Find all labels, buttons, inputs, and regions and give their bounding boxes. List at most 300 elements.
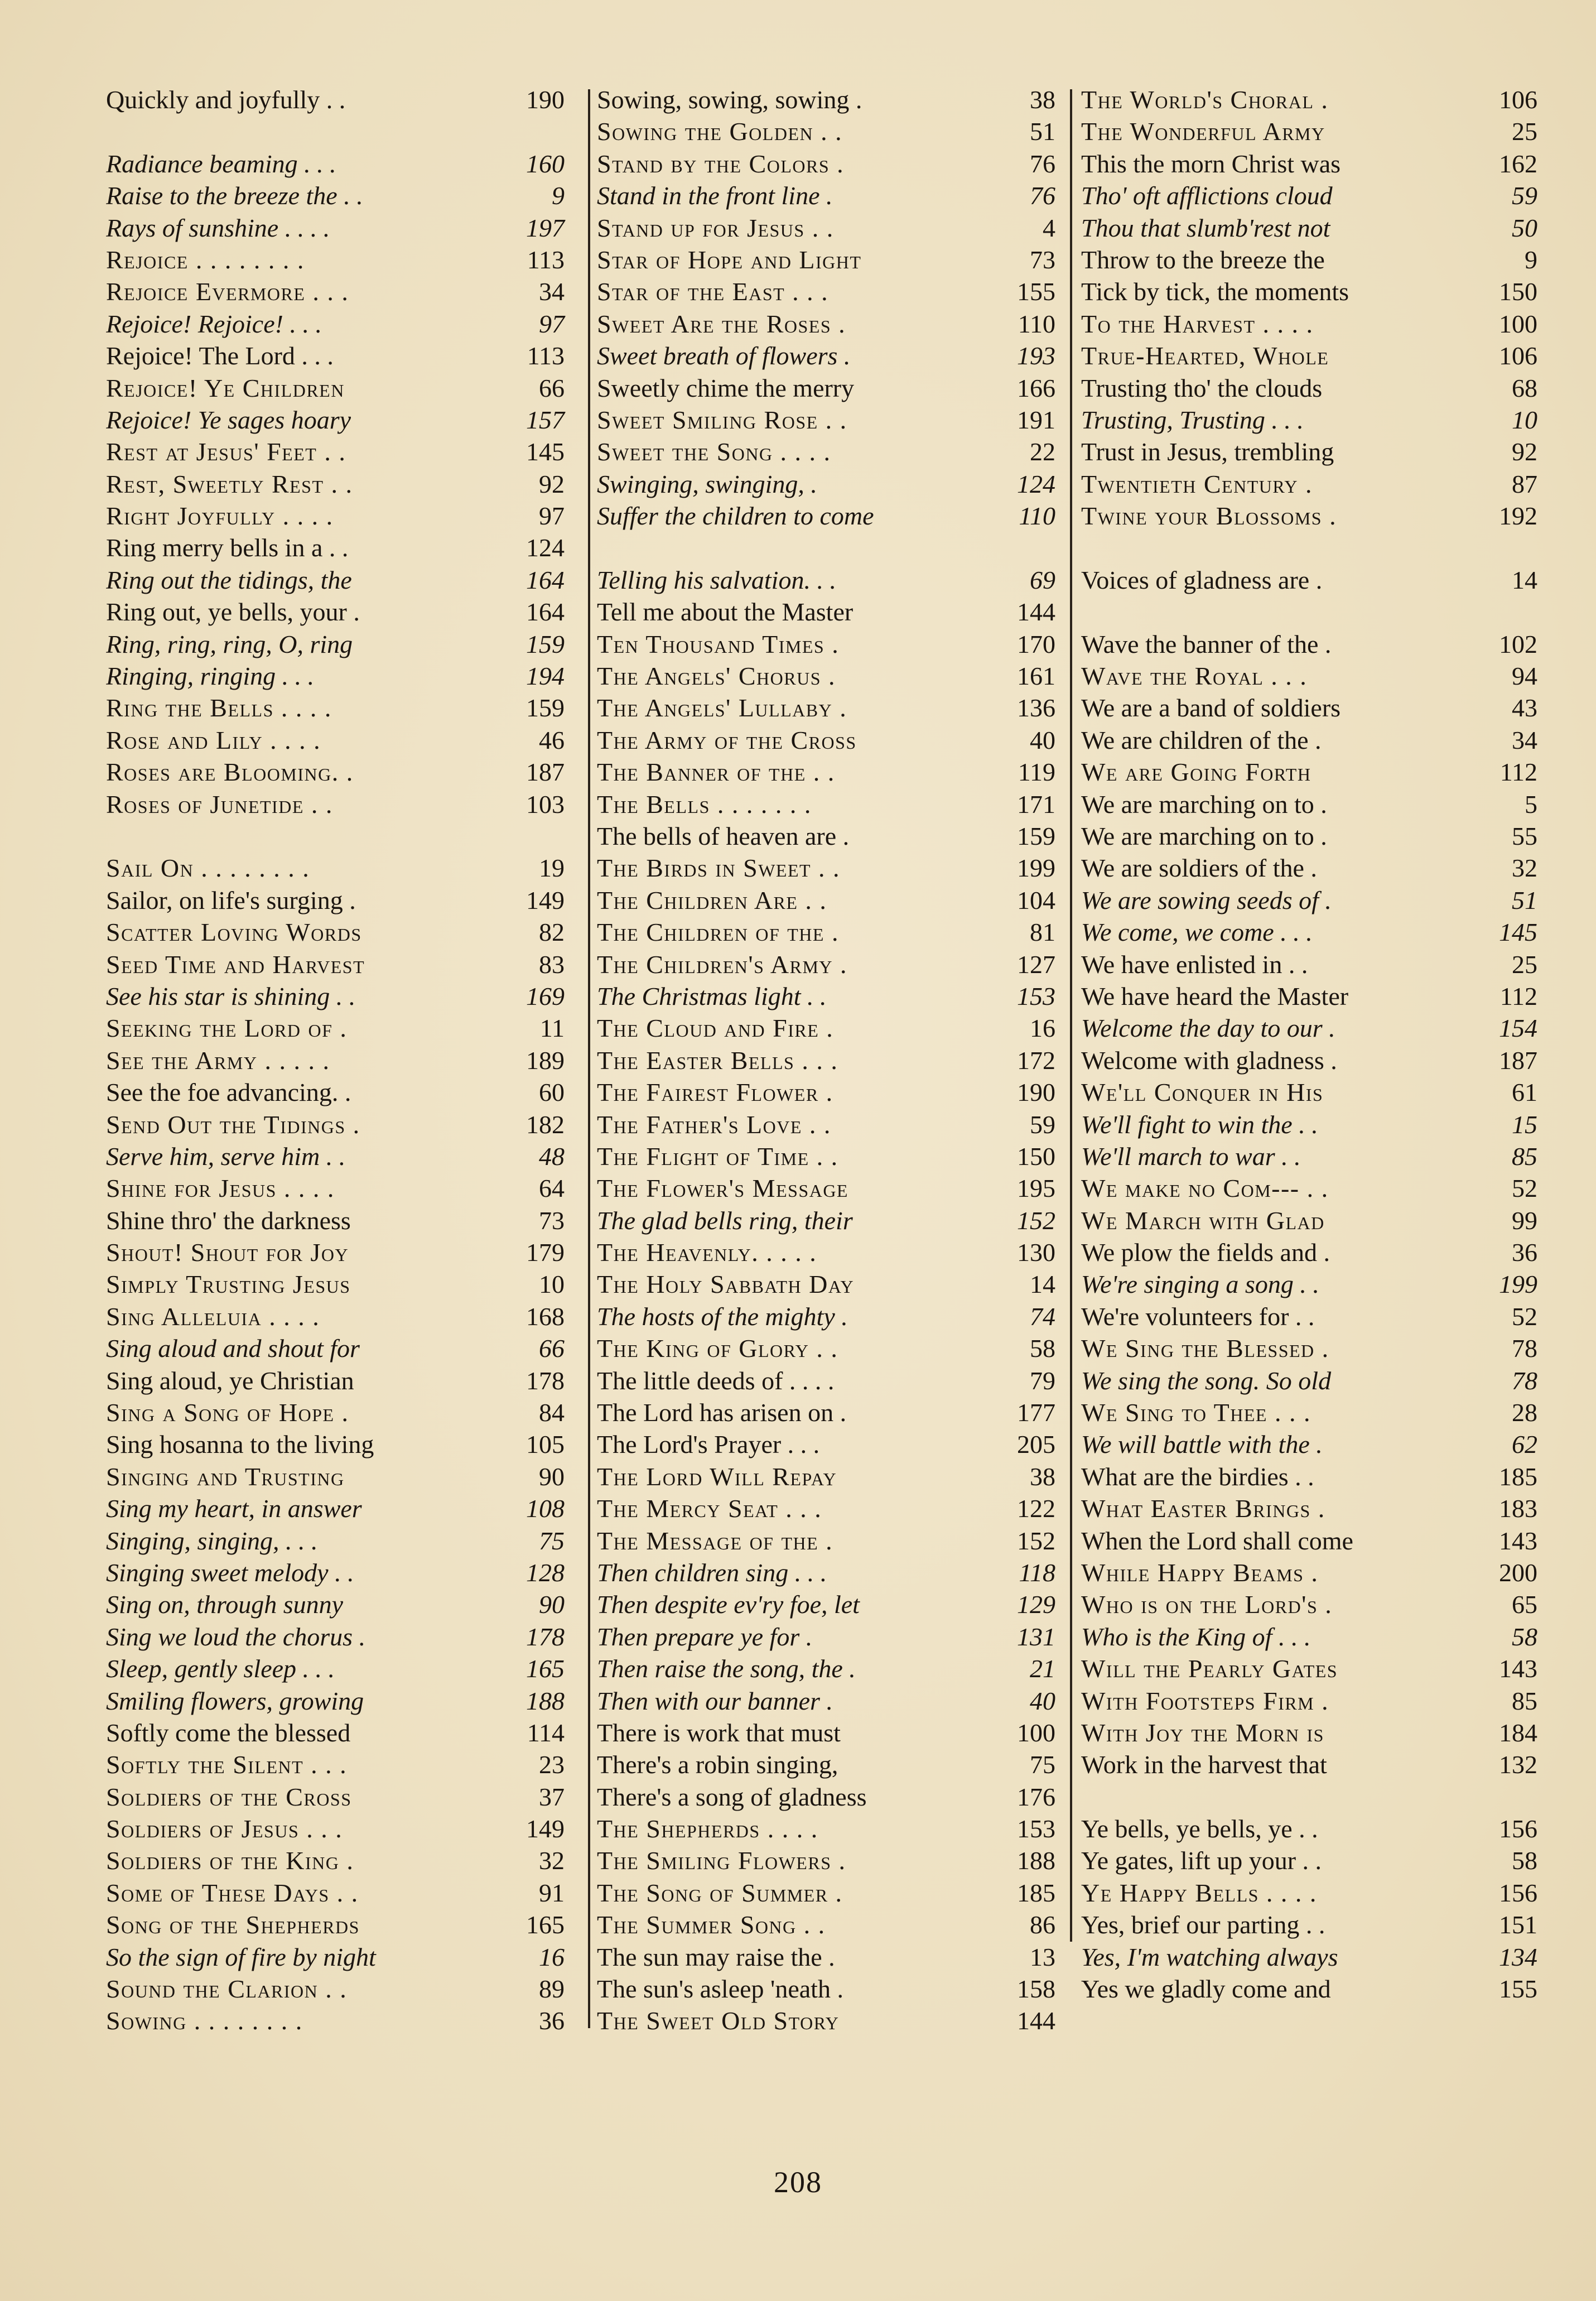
entry-title: The Fairest Flower . bbox=[597, 1078, 833, 1107]
index-entry bbox=[1081, 1461, 1537, 1493]
entry-title: While Happy Beams . bbox=[1081, 1558, 1319, 1587]
entry-title: Then raise the song, the . bbox=[597, 1654, 856, 1683]
entry-page-number: 50 bbox=[1512, 213, 1537, 242]
index-entry bbox=[597, 372, 1055, 404]
entry-page-number: 153 bbox=[1017, 1814, 1055, 1843]
index-entry bbox=[597, 340, 1055, 372]
index-entry bbox=[1081, 980, 1537, 1012]
index-entry bbox=[106, 1813, 565, 1845]
entry-page-number: 154 bbox=[1499, 1014, 1537, 1043]
index-entry bbox=[597, 660, 1055, 692]
entry-page-number: 32 bbox=[1512, 854, 1537, 883]
index-entry bbox=[597, 1461, 1055, 1493]
index-entry bbox=[1081, 1621, 1537, 1653]
index-entry bbox=[1081, 1941, 1537, 1973]
entry-title: Ring merry bells in a . . bbox=[106, 533, 349, 562]
entry-title: What Easter Brings . bbox=[1081, 1494, 1325, 1523]
index-entry bbox=[106, 788, 565, 820]
entry-page-number: 73 bbox=[1030, 245, 1055, 274]
entry-page-number: 134 bbox=[1499, 1942, 1537, 1971]
entry-title: The Banner of the . . bbox=[597, 758, 835, 787]
entry-title: Yes, I'm watching always bbox=[1081, 1942, 1338, 1971]
index-entry bbox=[597, 1525, 1055, 1557]
entry-page-number: 61 bbox=[1512, 1078, 1537, 1107]
index-entry bbox=[1081, 340, 1537, 372]
entry-page-number: 144 bbox=[1017, 598, 1055, 627]
entry-title: The Lord has arisen on . bbox=[597, 1398, 847, 1427]
entry-page-number: 58 bbox=[1512, 1846, 1537, 1875]
index-entry bbox=[106, 1172, 565, 1204]
index-entry bbox=[106, 916, 565, 948]
entry-page-number: 105 bbox=[526, 1430, 565, 1459]
entry-page-number: 36 bbox=[539, 2006, 565, 2035]
index-entry bbox=[597, 1877, 1055, 1909]
entry-page-number: 86 bbox=[1030, 1910, 1055, 1939]
entry-title: We are marching on to . bbox=[1081, 790, 1327, 819]
index-entry bbox=[1081, 372, 1537, 404]
entry-page-number: 14 bbox=[1030, 1270, 1055, 1299]
index-entry bbox=[106, 212, 565, 244]
index-entry bbox=[1081, 820, 1537, 852]
index-entry bbox=[106, 1140, 565, 1172]
index-entry bbox=[597, 1653, 1055, 1684]
index-entry bbox=[1081, 1332, 1537, 1364]
index-entry bbox=[106, 500, 565, 532]
index-entry bbox=[106, 244, 565, 276]
index-entry bbox=[1081, 852, 1537, 884]
entry-title: We are sowing seeds of . bbox=[1081, 885, 1332, 914]
entry-title: Thou that slumb'rest not bbox=[1081, 213, 1330, 242]
entry-page-number: 16 bbox=[1030, 1014, 1055, 1043]
entry-title: Stand in the front line . bbox=[597, 181, 833, 210]
section-gap bbox=[1081, 1781, 1537, 1813]
index-entry bbox=[597, 1557, 1055, 1588]
index-entry bbox=[106, 724, 565, 756]
entry-page-number: 65 bbox=[1512, 1590, 1537, 1619]
entry-title: Ten Thousand Times . bbox=[597, 629, 840, 658]
entry-page-number: 143 bbox=[1499, 1654, 1537, 1683]
entry-page-number: 99 bbox=[1512, 1206, 1537, 1235]
entry-page-number: 188 bbox=[526, 1686, 565, 1715]
entry-title: The Wonderful Army bbox=[1081, 117, 1325, 146]
section-gap bbox=[1081, 532, 1537, 564]
entry-title: The Song of Summer . bbox=[597, 1878, 843, 1907]
entry-page-number: 197 bbox=[526, 213, 565, 242]
section-gap bbox=[106, 820, 565, 852]
entry-page-number: 64 bbox=[539, 1174, 565, 1203]
entry-title: The Message of the . bbox=[597, 1526, 833, 1555]
entry-title: Sweet the Song . . . . bbox=[597, 437, 831, 466]
index-entry bbox=[597, 244, 1055, 276]
index-entry bbox=[106, 1781, 565, 1813]
entry-title: The Children of the . bbox=[597, 918, 839, 947]
index-entry bbox=[106, 660, 565, 692]
entry-page-number: 205 bbox=[1017, 1430, 1055, 1459]
entry-page-number: 143 bbox=[1499, 1526, 1537, 1555]
index-entry bbox=[1081, 1172, 1537, 1204]
index-entry bbox=[597, 949, 1055, 980]
index-entry bbox=[1081, 660, 1537, 692]
index-entry bbox=[597, 212, 1055, 244]
index-entry bbox=[106, 692, 565, 724]
entry-page-number: 182 bbox=[526, 1110, 565, 1139]
index-entry bbox=[597, 1909, 1055, 1941]
index-entry bbox=[597, 1268, 1055, 1300]
entry-page-number: 74 bbox=[1030, 1302, 1055, 1331]
entry-page-number: 149 bbox=[526, 885, 565, 914]
entry-page-number: 122 bbox=[1017, 1494, 1055, 1523]
index-entry bbox=[106, 180, 565, 211]
entry-title: Sail On . . . . . . . . bbox=[106, 854, 310, 883]
index-entry bbox=[1081, 1109, 1537, 1140]
entry-title: The Lord Will Repay bbox=[597, 1462, 837, 1491]
entry-page-number: 157 bbox=[526, 405, 565, 434]
entry-page-number: 151 bbox=[1499, 1910, 1537, 1939]
entry-title: Throw to the breeze the bbox=[1081, 245, 1325, 274]
index-entry bbox=[597, 1012, 1055, 1044]
entry-page-number: 81 bbox=[1030, 918, 1055, 947]
entry-title: The Children Are . . bbox=[597, 885, 827, 914]
entry-title: Sing aloud, ye Christian bbox=[106, 1366, 354, 1395]
entry-title: We have heard the Master bbox=[1081, 981, 1349, 1010]
entry-title: Sowing . . . . . . . . bbox=[106, 2006, 303, 2035]
entry-title: We are children of the . bbox=[1081, 725, 1322, 754]
entry-page-number: 112 bbox=[1499, 758, 1537, 787]
index-entry bbox=[597, 852, 1055, 884]
entry-page-number: 149 bbox=[526, 1814, 565, 1843]
entry-title: We're singing a song . . bbox=[1081, 1270, 1319, 1299]
index-entry bbox=[597, 1301, 1055, 1332]
index-entry bbox=[106, 1109, 565, 1140]
entry-page-number: 189 bbox=[526, 1046, 565, 1075]
entry-title: See his star is shining . . bbox=[106, 981, 356, 1010]
entry-title: Song of the Shepherds bbox=[106, 1910, 360, 1939]
entry-title: Yes we gladly come and bbox=[1081, 1975, 1331, 2004]
index-entry bbox=[1081, 436, 1537, 468]
entry-page-number: 89 bbox=[539, 1975, 565, 2004]
index-entry bbox=[1081, 212, 1537, 244]
entry-title: Stand by the Colors . bbox=[597, 149, 845, 178]
entry-title: Yes, brief our parting . . bbox=[1081, 1910, 1325, 1939]
entry-page-number: 34 bbox=[539, 277, 565, 306]
entry-page-number: 84 bbox=[539, 1398, 565, 1427]
entry-title: Who is the King of . . . bbox=[1081, 1622, 1311, 1651]
index-entry bbox=[1081, 1845, 1537, 1876]
entry-page-number: 36 bbox=[1512, 1238, 1537, 1267]
index-entry bbox=[597, 436, 1055, 468]
entry-title: Singing and Trusting bbox=[106, 1462, 345, 1491]
index-entry bbox=[106, 1076, 565, 1108]
entry-title: We have enlisted in . . bbox=[1081, 950, 1308, 979]
entry-title: Rays of sunshine . . . . bbox=[106, 213, 330, 242]
index-entry bbox=[1081, 148, 1537, 180]
entry-title: Rejoice! The Lord . . . bbox=[106, 341, 334, 370]
index-entry bbox=[1081, 1205, 1537, 1236]
entry-page-number: 22 bbox=[1030, 437, 1055, 466]
entry-title: Then with our banner . bbox=[597, 1686, 833, 1715]
index-entry bbox=[1081, 1685, 1537, 1717]
index-entry bbox=[597, 276, 1055, 307]
entry-title: Sweet Smiling Rose . . bbox=[597, 405, 847, 434]
index-entry bbox=[597, 1493, 1055, 1524]
index-entry bbox=[106, 1268, 565, 1300]
entry-page-number: 171 bbox=[1017, 790, 1055, 819]
entry-page-number: 136 bbox=[1017, 694, 1055, 723]
entry-page-number: 28 bbox=[1512, 1398, 1537, 1427]
entry-page-number: 76 bbox=[1030, 149, 1055, 178]
index-entry bbox=[106, 372, 565, 404]
entry-title: Telling his salvation. . . bbox=[597, 565, 836, 594]
entry-page-number: 178 bbox=[526, 1366, 565, 1395]
entry-title: The Angels' Chorus . bbox=[597, 662, 836, 691]
entry-title: The Summer Song . . bbox=[597, 1910, 826, 1939]
index-entry bbox=[597, 1109, 1055, 1140]
index-entry bbox=[106, 852, 565, 884]
entry-page-number: 194 bbox=[526, 662, 565, 691]
entry-title: Raise to the breeze the . . bbox=[106, 181, 363, 210]
entry-page-number: 92 bbox=[539, 469, 565, 498]
entry-title: Radiance beaming . . . bbox=[106, 149, 336, 178]
entry-page-number: 32 bbox=[539, 1846, 565, 1875]
entry-page-number: 40 bbox=[1030, 1686, 1055, 1715]
entry-page-number: 183 bbox=[1499, 1494, 1537, 1523]
index-entry bbox=[106, 1525, 565, 1557]
entry-title: See the Army . . . . . bbox=[106, 1046, 330, 1075]
entry-page-number: 58 bbox=[1512, 1622, 1537, 1651]
entry-title: Softly the Silent . . . bbox=[106, 1750, 348, 1779]
index-entry bbox=[106, 1301, 565, 1332]
entry-title: Sowing, sowing, sowing . bbox=[597, 85, 862, 114]
entry-page-number: 97 bbox=[539, 309, 565, 338]
index-entry bbox=[1081, 1973, 1537, 2005]
entry-title: Ring, ring, ring, O, ring bbox=[106, 629, 353, 658]
entry-page-number: 130 bbox=[1017, 1238, 1055, 1267]
entry-page-number: 114 bbox=[527, 1718, 565, 1747]
entry-page-number: 128 bbox=[526, 1558, 565, 1587]
entry-page-number: 110 bbox=[1018, 309, 1055, 338]
index-entry bbox=[1081, 1653, 1537, 1684]
entry-page-number: 190 bbox=[1017, 1078, 1055, 1107]
entry-page-number: 127 bbox=[1017, 950, 1055, 979]
entry-page-number: 155 bbox=[1499, 1975, 1537, 2004]
index-entry bbox=[597, 788, 1055, 820]
entry-title: Ye Happy Bells . . . . bbox=[1081, 1878, 1317, 1907]
entry-title: With Joy the Morn is bbox=[1081, 1718, 1324, 1747]
entry-title: Quickly and joyfully . . bbox=[106, 85, 346, 114]
entry-title: Serve him, serve him . . bbox=[106, 1142, 346, 1171]
index-entry bbox=[1081, 308, 1537, 340]
entry-page-number: 55 bbox=[1512, 821, 1537, 850]
entry-title: The Heavenly. . . . . bbox=[597, 1238, 817, 1267]
entry-title: Sing we loud the chorus . bbox=[106, 1622, 366, 1651]
entry-title: Roses are Blooming. . bbox=[106, 758, 354, 787]
index-entry bbox=[106, 1365, 565, 1397]
index-entry bbox=[106, 1749, 565, 1780]
entry-page-number: 78 bbox=[1512, 1366, 1537, 1395]
index-entry bbox=[1081, 628, 1537, 660]
entry-page-number: 79 bbox=[1030, 1366, 1055, 1395]
index-entry bbox=[1081, 1140, 1537, 1172]
entry-page-number: 187 bbox=[1499, 1046, 1537, 1075]
index-entry bbox=[106, 468, 565, 500]
index-entry bbox=[106, 308, 565, 340]
entry-title: There is work that must bbox=[597, 1718, 841, 1747]
entry-page-number: 68 bbox=[1512, 373, 1537, 402]
entry-title: We are marching on to . bbox=[1081, 821, 1327, 850]
index-entry bbox=[597, 692, 1055, 724]
page-number: 208 bbox=[774, 2165, 822, 2199]
entry-page-number: 103 bbox=[526, 790, 565, 819]
index-entry bbox=[597, 1685, 1055, 1717]
entry-title: The Flight of Time . . bbox=[597, 1142, 838, 1171]
entry-page-number: 9 bbox=[552, 181, 565, 210]
index-entry bbox=[597, 404, 1055, 436]
index-entry bbox=[1081, 756, 1537, 788]
index-entry bbox=[1081, 1749, 1537, 1780]
entry-page-number: 153 bbox=[1017, 981, 1055, 1010]
entry-title: Welcome the day to our . bbox=[1081, 1014, 1335, 1043]
entry-page-number: 52 bbox=[1512, 1302, 1537, 1331]
entry-page-number: 78 bbox=[1512, 1334, 1537, 1363]
index-entry bbox=[106, 1653, 565, 1684]
entry-page-number: 60 bbox=[539, 1078, 565, 1107]
entry-page-number: 52 bbox=[1512, 1174, 1537, 1203]
entry-title: Sing on, through sunny bbox=[106, 1590, 344, 1619]
index-entry bbox=[106, 1461, 565, 1493]
entry-page-number: 110 bbox=[1019, 502, 1055, 531]
entry-page-number: 85 bbox=[1512, 1686, 1537, 1715]
index-entry bbox=[106, 1621, 565, 1653]
entry-title: Will the Pearly Gates bbox=[1081, 1654, 1338, 1683]
section-gap bbox=[106, 115, 565, 147]
entry-page-number: 58 bbox=[1030, 1334, 1055, 1363]
entry-title: We Sing the Blessed . bbox=[1081, 1334, 1329, 1363]
entry-title: Roses of Junetide . . bbox=[106, 790, 333, 819]
entry-page-number: 159 bbox=[526, 694, 565, 723]
entry-title: Rejoice! Ye Children bbox=[106, 373, 345, 402]
entry-page-number: 16 bbox=[539, 1942, 565, 1971]
entry-title: The Easter Bells . . . bbox=[597, 1046, 838, 1075]
index-entry bbox=[1081, 1365, 1537, 1397]
index-entry bbox=[1081, 1044, 1537, 1076]
index-entry bbox=[1081, 1525, 1537, 1557]
entry-title: We'll fight to win the . . bbox=[1081, 1110, 1318, 1139]
index-entry bbox=[106, 1557, 565, 1588]
entry-title: So the sign of fire by night bbox=[106, 1942, 376, 1971]
index-entry bbox=[1081, 1813, 1537, 1845]
entry-title: Sing a Song of Hope . bbox=[106, 1398, 349, 1427]
index-entry bbox=[106, 884, 565, 916]
index-entry bbox=[106, 1044, 565, 1076]
entry-title: Sweet breath of flowers . bbox=[597, 341, 851, 370]
entry-page-number: 165 bbox=[526, 1910, 565, 1939]
entry-title: We come, we come . . . bbox=[1081, 918, 1313, 947]
index-entry bbox=[1081, 1301, 1537, 1332]
index-entry bbox=[106, 1941, 565, 1973]
entry-page-number: 161 bbox=[1017, 662, 1055, 691]
entry-page-number: 85 bbox=[1512, 1142, 1537, 1171]
entry-page-number: 131 bbox=[1017, 1622, 1055, 1651]
entry-title: Simply Trusting Jesus bbox=[106, 1270, 351, 1299]
entry-title: The hosts of the mighty . bbox=[597, 1302, 848, 1331]
entry-title: Soldiers of Jesus . . . bbox=[106, 1814, 343, 1843]
index-entry bbox=[1081, 404, 1537, 436]
entry-page-number: 159 bbox=[1017, 821, 1055, 850]
entry-title: Ringing, ringing . . . bbox=[106, 662, 315, 691]
entry-page-number: 164 bbox=[526, 598, 565, 627]
entry-page-number: 179 bbox=[526, 1238, 565, 1267]
index-entry bbox=[1081, 1588, 1537, 1620]
entry-page-number: 185 bbox=[1017, 1878, 1055, 1907]
index-entry bbox=[106, 1205, 565, 1236]
index-entry bbox=[597, 1588, 1055, 1620]
index-entry bbox=[597, 308, 1055, 340]
index-entry bbox=[106, 596, 565, 628]
entry-title: Trusting, Trusting . . . bbox=[1081, 405, 1304, 434]
index-entry bbox=[597, 468, 1055, 500]
entry-title: The Mercy Seat . . . bbox=[597, 1494, 822, 1523]
index-entry bbox=[106, 1845, 565, 1876]
entry-page-number: 9 bbox=[1525, 245, 1537, 274]
index-entry bbox=[597, 756, 1055, 788]
entry-title: The Flower's Message bbox=[597, 1174, 848, 1203]
entry-page-number: 156 bbox=[1499, 1878, 1537, 1907]
index-entry bbox=[1081, 84, 1537, 115]
entry-title: To the Harvest . . . . bbox=[1081, 309, 1314, 338]
entry-title: Sweet Are the Roses . bbox=[597, 309, 846, 338]
entry-page-number: 100 bbox=[1499, 309, 1537, 338]
index-entry bbox=[106, 628, 565, 660]
entry-title: The glad bells ring, their bbox=[597, 1206, 853, 1235]
entry-title: Seed Time and Harvest bbox=[106, 950, 365, 979]
entry-page-number: 169 bbox=[526, 981, 565, 1010]
index-entry bbox=[106, 1236, 565, 1268]
index-entry bbox=[106, 1428, 565, 1460]
entry-title: Right Joyfully . . . . bbox=[106, 502, 334, 531]
index-entry bbox=[597, 564, 1055, 596]
entry-page-number: 62 bbox=[1512, 1430, 1537, 1459]
section-gap bbox=[1081, 596, 1537, 628]
entry-page-number: 94 bbox=[1512, 662, 1537, 691]
index-entry bbox=[1081, 1428, 1537, 1460]
entry-page-number: 19 bbox=[539, 854, 565, 883]
entry-page-number: 59 bbox=[1030, 1110, 1055, 1139]
entry-page-number: 38 bbox=[1030, 85, 1055, 114]
entry-title: Wave the banner of the . bbox=[1081, 629, 1332, 658]
index-entry bbox=[1081, 788, 1537, 820]
index-entry bbox=[597, 1621, 1055, 1653]
index-entry bbox=[597, 980, 1055, 1012]
entry-page-number: 188 bbox=[1017, 1846, 1055, 1875]
entry-title: Twentieth Century . bbox=[1081, 469, 1313, 498]
entry-page-number: 5 bbox=[1525, 790, 1537, 819]
index-entry bbox=[1081, 1493, 1537, 1524]
entry-page-number: 164 bbox=[526, 565, 565, 594]
index-entry bbox=[106, 404, 565, 436]
column-divider bbox=[588, 89, 590, 2028]
index-entry bbox=[1081, 1877, 1537, 1909]
index-entry bbox=[1081, 500, 1537, 532]
entry-title: Sound the Clarion . . bbox=[106, 1975, 348, 2004]
index-entry bbox=[597, 884, 1055, 916]
entry-page-number: 129 bbox=[1017, 1590, 1055, 1619]
index-entry bbox=[597, 1140, 1055, 1172]
index-entry bbox=[597, 916, 1055, 948]
entry-title: The Army of the Cross bbox=[597, 725, 857, 754]
entry-title: With Footsteps Firm . bbox=[1081, 1686, 1329, 1715]
entry-page-number: 160 bbox=[526, 149, 565, 178]
entry-title: Voices of gladness are . bbox=[1081, 565, 1323, 594]
